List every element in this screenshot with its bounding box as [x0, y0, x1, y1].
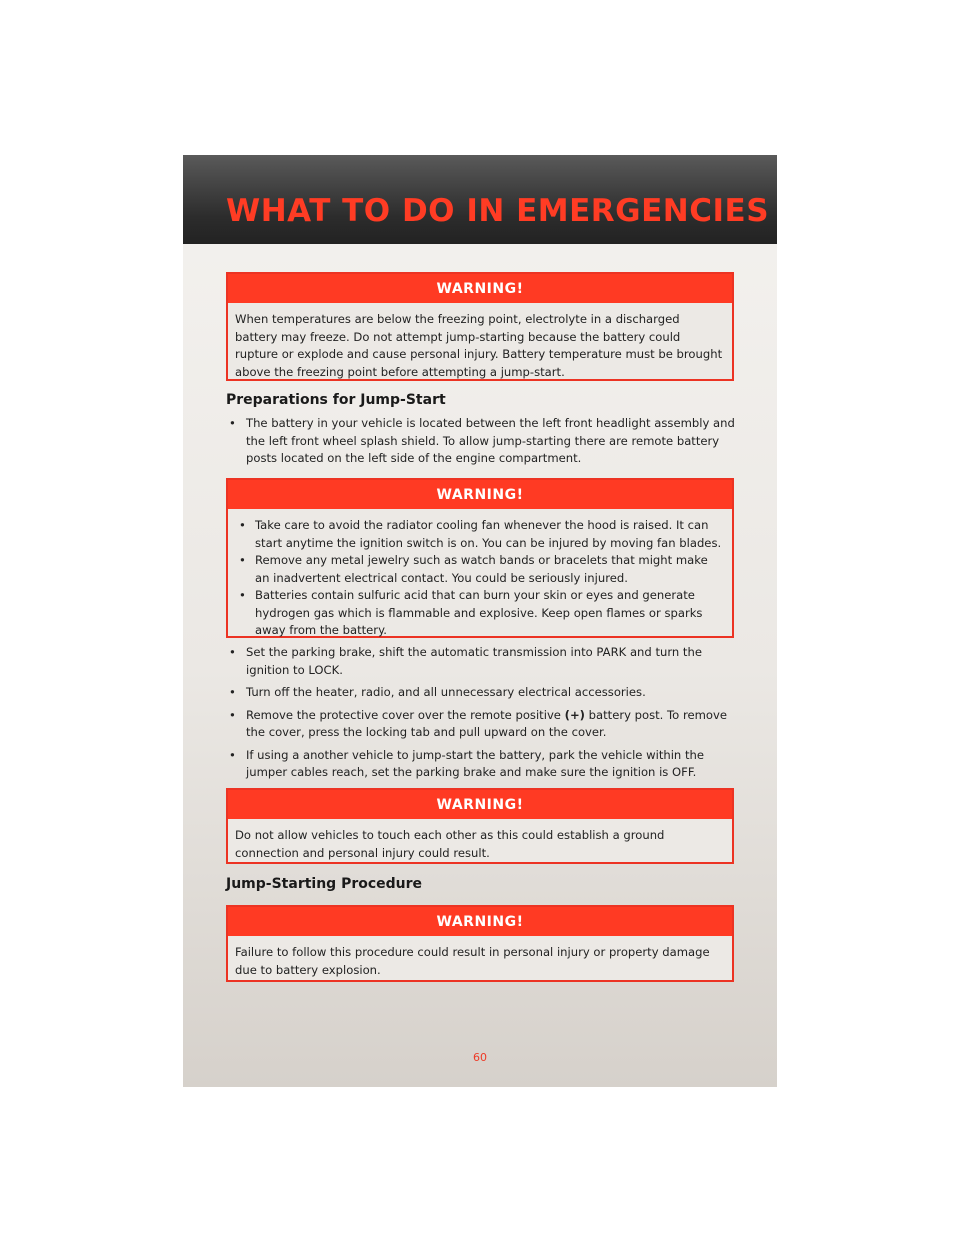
list-item-text: Remove the protective cover over the remote positive — [246, 707, 561, 722]
warning-text: Failure to follow this procedure could result in personal injury or property damage due to battery explosion. — [235, 945, 710, 977]
warning-text: Do not allow vehicles to touch each other as this could establish a ground connection and personal injury could result. — [235, 828, 665, 860]
warning-body — [228, 303, 732, 381]
list-item: • Batteries contain sulfuric acid that can burn your skin or eyes and generate hydrogen gas which is flammable and explosive. Keep open flames or sparks away from the battery. — [235, 587, 725, 640]
warning-label: WARNING! — [228, 274, 732, 303]
warning-label: WARNING! — [228, 907, 732, 936]
warning-box-freezing — [226, 272, 734, 381]
warning-body — [228, 509, 732, 640]
list-item: • If using a another vehicle to jump-start the battery, park the vehicle within the jumper cables reach, set the parking brake and make sure the ignition is OFF. — [228, 747, 738, 782]
page-header — [183, 155, 777, 244]
page-number: 60 — [473, 1051, 487, 1064]
manual-page — [183, 155, 777, 1087]
preparations-list — [228, 415, 738, 473]
warning-box-procedure — [226, 905, 734, 982]
warning-label: WARNING! — [228, 480, 732, 509]
warning-label: WARNING! — [228, 790, 732, 819]
list-item: • Take care to avoid the radiator cooling fan whenever the hood is raised. It can start anytime the ignition switch is on. You can be injured by moving fan blades. — [235, 517, 725, 552]
warning-body — [228, 936, 732, 979]
positive-symbol: (+) — [564, 707, 585, 722]
warning-box-safety — [226, 478, 734, 638]
list-item-text: battery post. To remove the cover, press the locking tab and pull upward on the cover. — [246, 707, 727, 739]
section-heading-preparations: Preparations for Jump-Start — [226, 392, 446, 408]
page-title: WHAT TO DO IN EMERGENCIES — [226, 193, 770, 229]
list-item: • The battery in your vehicle is located between the left front headlight assembly and the left front wheel splash shield. To allow jump-starting there are remote battery posts located on the left side of the engine compartment. — [228, 415, 738, 468]
section-heading-jump-starting: Jump-Starting Procedure — [226, 876, 423, 892]
list-item — [228, 707, 738, 742]
list-item: • Set the parking brake, shift the automatic transmission into PARK and turn the ignition to LOCK. — [228, 644, 738, 679]
warning-body — [228, 819, 732, 862]
steps-list — [228, 644, 738, 787]
warning-box-contact — [226, 788, 734, 864]
list-item: • Remove any metal jewelry such as watch bands or bracelets that might make an inadvertent electrical contact. You could be seriously injured. — [235, 552, 725, 587]
list-item: • Turn off the heater, radio, and all unnecessary electrical accessories. — [228, 684, 738, 702]
warning-text: When temperatures are below the freezing point, electrolyte in a discharged battery may freeze. Do not attempt jump-starting because the battery could rupture or explode and cause personal injury. Battery temperature must be brought above the freezing point before attempting a jump-start. — [235, 312, 723, 379]
warning-list — [235, 517, 725, 640]
